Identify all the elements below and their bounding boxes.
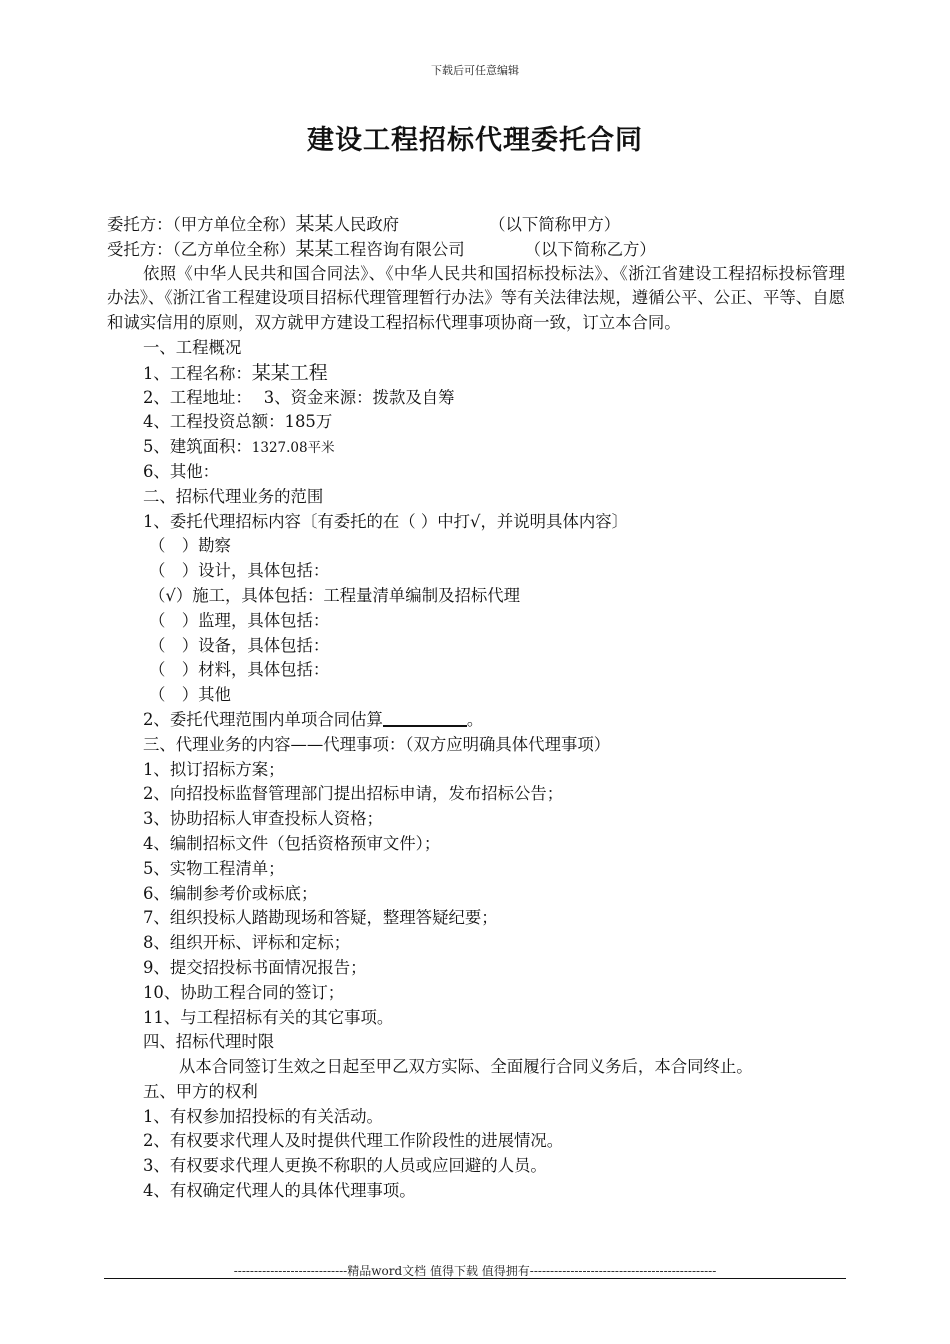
scope-option: （ ）设计，具体包括： xyxy=(149,561,330,581)
scope-option: （ ）监理，具体包括： xyxy=(149,610,330,630)
project-name-value: 工程 xyxy=(289,361,328,384)
scope-item-1: 1、委托代理招标内容〔有委托的在（ ）中打√，并说明具体内容〕 xyxy=(143,511,629,531)
header-note: 下载后可任意编辑 xyxy=(431,64,519,77)
party-b-line xyxy=(107,237,845,262)
agency-item: 3、协助招标人审查投标人资格； xyxy=(143,809,383,829)
rights-item: 4、有权确定代理人的具体代理事项。 xyxy=(143,1181,416,1201)
project-address-label: 2、工程地址： xyxy=(143,387,252,407)
project-other: 6、其他： xyxy=(143,461,219,481)
document-title: 建设工程招标代理委托合同 xyxy=(307,125,643,156)
party-a-line xyxy=(107,212,845,237)
agency-item: 11、与工程招标有关的其它事项。 xyxy=(143,1007,394,1027)
section3-heading: 三、代理业务的内容——代理事项：（双方应明确具体代理事项） xyxy=(143,734,611,754)
party-a-abbr: （以下简称甲方） xyxy=(489,215,621,234)
agency-item: 4、编制招标文件（包括资格预审文件）； xyxy=(143,833,441,853)
scope-item-2-end: 。 xyxy=(466,709,484,729)
scope-option: （√）施工，具体包括：工程量清单编制及招标代理 xyxy=(149,585,521,605)
agency-item: 7、组织投标人踏勘现场和答疑，整理答疑纪要； xyxy=(143,908,498,928)
agency-item: 1、拟订招标方案； xyxy=(143,759,285,779)
scope-option: （ ）勘察 xyxy=(149,536,231,556)
agency-item: 6、编制参考价或标底； xyxy=(143,883,318,903)
estimate-blank xyxy=(383,709,467,727)
project-address-line xyxy=(107,386,845,411)
footer-text: ----------------------------精品word文档 值得下载 值得拥有---------------------------------------------- xyxy=(233,1264,717,1278)
agency-item: 2、向招投标监督管理部门提出招标申请，发布招标公告； xyxy=(143,784,564,804)
building-area-line xyxy=(107,435,845,460)
contract-body xyxy=(107,212,845,1204)
rights-item: 2、有权要求代理人及时提供代理工作阶段性的进展情况。 xyxy=(143,1131,564,1151)
investment-total: 4、工程投资总额：185万 xyxy=(143,412,333,432)
party-a-label: 委托方：（甲方单位全称） xyxy=(107,215,296,234)
intro-paragraph: 依照《中华人民共和国合同法》、《中华人民共和国招标投标法》、《浙江省建设工程招标投标管理办法》、《浙江省工程建设项目招标代理管理暂行办法》等有关法律法规，遵循公平、公正、平等、自愿和诚实信用的原则，双方就甲方建设工程招标代理事项协商一致，订立本合同。 xyxy=(107,263,845,333)
scope-option: （ ）设备，具体包括： xyxy=(149,635,330,655)
party-b-name: 工程咨询有限公司 xyxy=(333,239,465,259)
rights-item: 3、有权要求代理人更换不称职的人员或应回避的人员。 xyxy=(143,1156,547,1176)
party-b-abbr: （以下简称乙方） xyxy=(524,239,656,259)
section2-heading: 二、招标代理业务的范围 xyxy=(143,486,324,506)
rights-item: 1、有权参加招投标的有关活动。 xyxy=(143,1106,383,1126)
section5-heading: 五、甲方的权利 xyxy=(143,1081,258,1101)
scope-option: （ ）材料，具体包括： xyxy=(149,660,330,680)
agency-item: 9、提交招投标书面情况报告； xyxy=(143,957,367,977)
project-name-label: 1、工程名称： xyxy=(143,363,252,383)
party-a-name: 人民政府 xyxy=(333,215,400,234)
section1-heading: 一、工程概况 xyxy=(143,337,242,357)
project-name-line xyxy=(107,361,845,386)
agency-item: 10、协助工程合同的签订； xyxy=(143,982,345,1002)
party-a-name-highlight: 某某 xyxy=(295,213,334,235)
scope-option: （ ）其他 xyxy=(149,685,231,705)
section4-heading: 四、招标代理时限 xyxy=(143,1032,275,1052)
footer-divider xyxy=(104,1278,846,1279)
funding-source: 3、资金来源：拨款及自筹 xyxy=(263,387,455,407)
term-text: 从本合同签订生效之日起至甲乙双方实际、全面履行合同义务后，本合同终止。 xyxy=(179,1057,753,1077)
agency-item: 8、组织开标、评标和定标； xyxy=(143,933,351,953)
project-name-highlight: 某某 xyxy=(251,361,290,384)
building-area-value: 1327.08平米 xyxy=(251,440,335,457)
agency-item: 5、实物工程清单； xyxy=(143,858,285,878)
party-b-name-highlight: 某某 xyxy=(295,237,334,260)
scope-item-2-text: 2、委托代理范围内单项合同估算 xyxy=(143,709,383,729)
party-b-label: 受托方：（乙方单位全称） xyxy=(107,239,296,259)
building-area-label: 5、建筑面积： xyxy=(143,437,252,457)
scope-item-2 xyxy=(107,708,845,733)
